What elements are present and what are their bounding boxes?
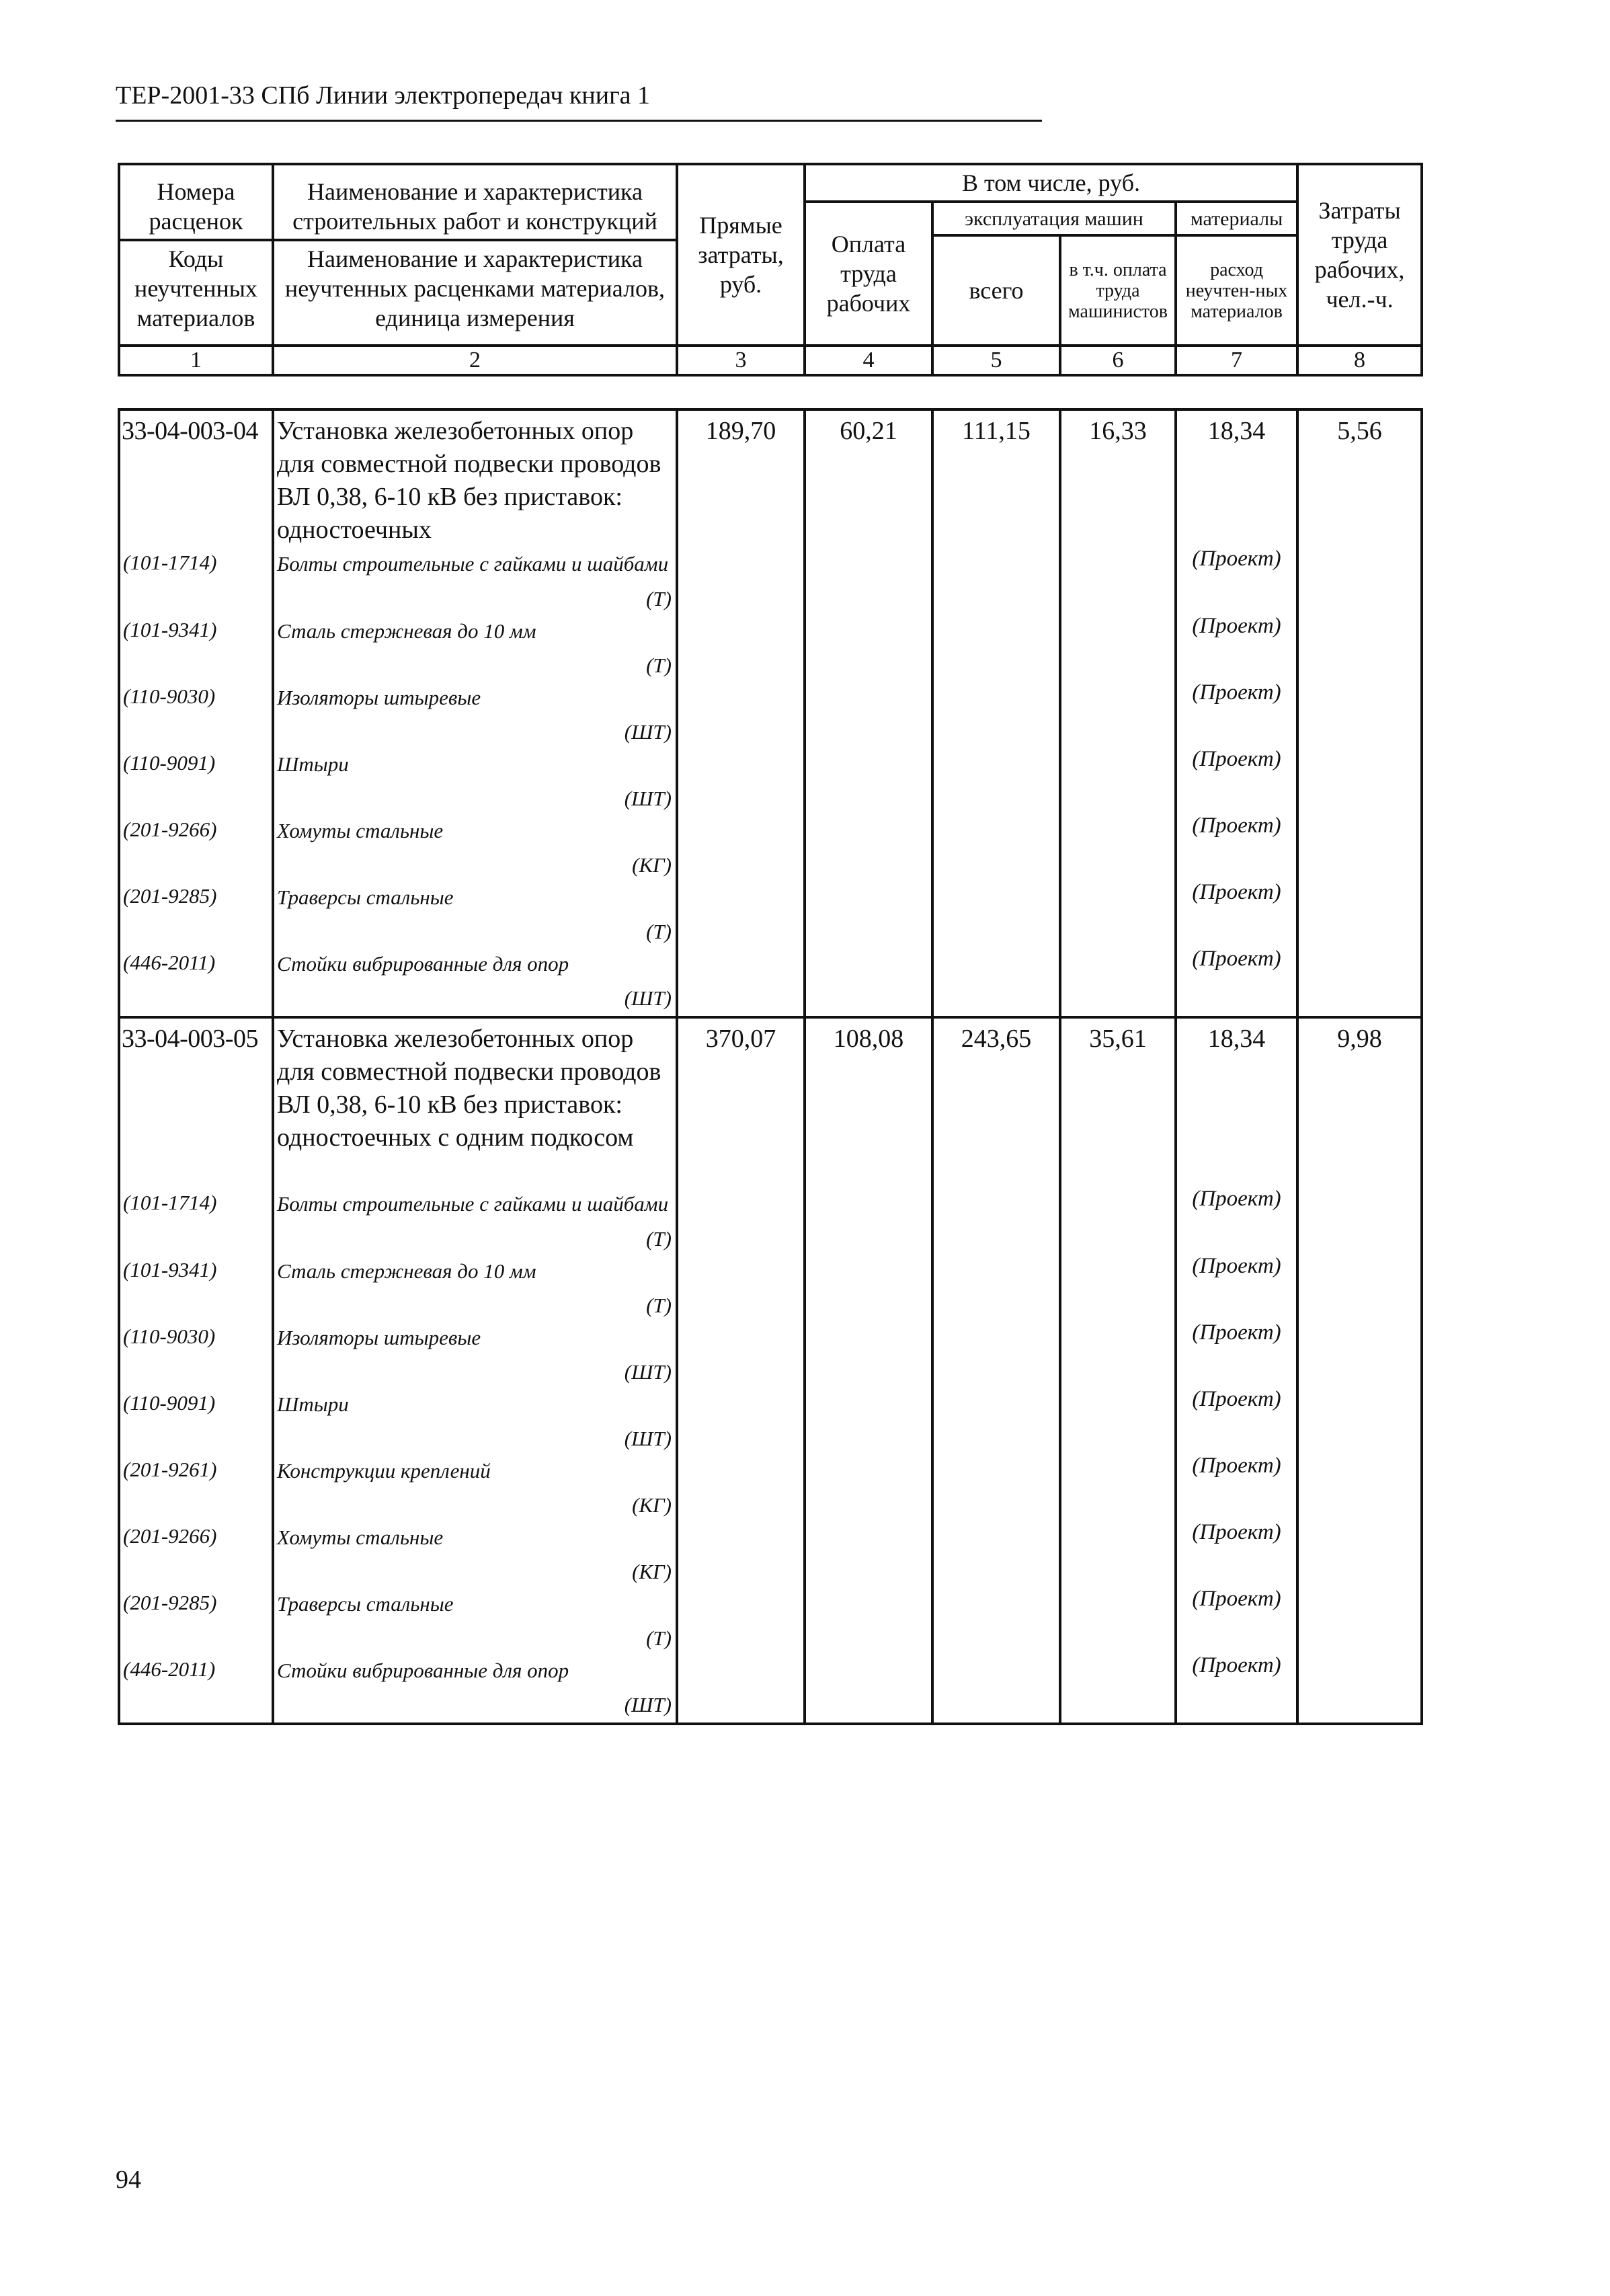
material-note: (Проект) [1192, 1520, 1281, 1544]
material-name: Стойки вибрированные для опор [277, 1659, 569, 1682]
material-note: (Проект) [1192, 1320, 1281, 1345]
material-name: Сталь стержневая до 10 мм [277, 619, 536, 643]
material-code: (101-9341) [123, 618, 217, 641]
col-number: 6 [1060, 346, 1176, 375]
material-code: (110-9030) [123, 684, 216, 708]
material-note: (Проект) [1192, 814, 1281, 838]
table-header [118, 163, 1423, 377]
col-number: 2 [273, 346, 677, 375]
material-name: Траверсы стальные [277, 1592, 454, 1616]
material-name: Стойки вибрированные для опор [277, 952, 569, 976]
material-unit: (КГ) [632, 1493, 672, 1517]
material-code: (110-9030) [123, 1324, 216, 1348]
material-code: (110-9091) [123, 751, 216, 775]
material-code: (101-1714) [123, 551, 217, 574]
rates-table [118, 408, 1423, 1725]
material-unit: (ШТ) [624, 1427, 672, 1450]
material-code: (201-9285) [123, 1591, 217, 1614]
machines-header: эксплуатация машин [932, 202, 1176, 235]
material-code: (201-9266) [123, 1524, 217, 1548]
rate-code: 33-04-003-05 [122, 1025, 258, 1053]
material-note: (Проект) [1192, 880, 1281, 904]
material-name: Траверсы стальные [277, 885, 454, 909]
material-name: Болты строительные с гайками и шайбами [277, 552, 669, 576]
machinist-pay: 16,33 [1060, 409, 1176, 1017]
material-name: Хомуты стальные [277, 819, 444, 842]
group-header: В том числе, руб. [805, 164, 1297, 202]
machines-total: 111,15 [932, 409, 1060, 1017]
col1-header-top: Номера расценок [120, 177, 272, 241]
running-title: ТЕР-2001-33 СПб Линии электропередач книга 1 [116, 81, 651, 110]
machinist-pay: 35,61 [1060, 1017, 1176, 1724]
material-unit: (Т) [646, 1227, 672, 1251]
material-unit: (КГ) [632, 853, 672, 877]
material-unit: (Т) [646, 920, 672, 943]
header-rule [116, 120, 1042, 122]
materials-cost: 18,34 [1207, 417, 1266, 445]
direct-costs: 370,07 [677, 1017, 805, 1724]
material-unit: (КГ) [632, 1560, 672, 1583]
col1-header [119, 164, 273, 346]
labor-hours: 5,56 [1297, 409, 1422, 1017]
materials-header: материалы [1176, 202, 1297, 235]
material-note: (Проект) [1192, 747, 1281, 771]
material-note: (Проект) [1192, 680, 1281, 705]
col-number: 8 [1297, 346, 1422, 375]
material-code: (101-9341) [123, 1258, 217, 1281]
material-note: (Проект) [1192, 1254, 1281, 1278]
col5-header: всего [932, 235, 1060, 346]
col2-header-top: Наименование и характеристика строительных работ и конструкций [274, 177, 676, 241]
worker-pay: 108,08 [805, 1017, 932, 1724]
material-code: (110-9091) [123, 1391, 216, 1415]
material-unit: (Т) [646, 654, 672, 677]
col4-header: Оплата труда рабочих [805, 202, 932, 346]
material-note: (Проект) [1192, 947, 1281, 971]
col3-header: Прямые затраты, руб. [677, 164, 805, 346]
material-name: Болты строительные с гайками и шайбами [277, 1192, 669, 1216]
rate-code: 33-04-003-04 [122, 417, 258, 445]
material-unit: (Т) [646, 1626, 672, 1650]
col-number: 1 [119, 346, 273, 375]
col2-header-bottom: Наименование и характеристика неучтенных расценками материалов, единица измерения [284, 245, 666, 331]
col6-header: в т.ч. оплата труда машинистов [1060, 235, 1176, 346]
labor-hours: 9,98 [1297, 1017, 1422, 1724]
col-number: 5 [932, 346, 1060, 375]
material-unit: (ШТ) [624, 1693, 672, 1716]
col-number: 7 [1176, 346, 1297, 375]
material-note: (Проект) [1192, 1653, 1281, 1677]
material-unit: (Т) [646, 587, 672, 610]
material-name: Штыри [277, 752, 349, 776]
col-number: 3 [677, 346, 805, 375]
col7-header: расход неучтен-ных материалов [1176, 235, 1297, 346]
material-name: Штыри [277, 1392, 349, 1416]
col2-header [273, 164, 677, 346]
material-code: (101-1714) [123, 1191, 217, 1214]
material-note: (Проект) [1192, 1587, 1281, 1611]
col-number: 4 [805, 346, 932, 375]
material-unit: (ШТ) [624, 787, 672, 810]
material-unit: (ШТ) [624, 1360, 672, 1384]
worker-pay: 60,21 [805, 409, 932, 1017]
col8-header: Затраты труда рабочих, чел.-ч. [1297, 164, 1422, 346]
material-note: (Проект) [1192, 1387, 1281, 1411]
material-name: Изоляторы штыревые [277, 686, 481, 709]
material-note: (Проект) [1192, 1454, 1281, 1478]
material-code: (201-9261) [123, 1458, 217, 1481]
rate-title: Установка железобетонных опор для совместной подвески проводов ВЛ 0,38, 6-10 кВ без приставок: одностоечных с одним подкосом [277, 1025, 661, 1152]
material-unit: (Т) [646, 1294, 672, 1317]
table-row [119, 1017, 1422, 1724]
col1-header-bottom: Коды неучтенных материалов [134, 245, 257, 331]
material-note: (Проект) [1192, 547, 1281, 571]
table-row [119, 409, 1422, 1017]
material-note: (Проект) [1192, 614, 1281, 638]
material-unit: (ШТ) [624, 720, 672, 744]
machines-total: 243,65 [932, 1017, 1060, 1724]
material-code: (201-9285) [123, 884, 217, 908]
direct-costs: 189,70 [677, 409, 805, 1017]
material-name: Конструкции креплений [277, 1459, 491, 1482]
rate-title: Установка железобетонных опор для совместной подвески проводов ВЛ 0,38, 6-10 кВ без приставок: одностоечных [277, 417, 661, 544]
material-name: Изоляторы штыревые [277, 1326, 481, 1349]
material-name: Хомуты стальные [277, 1526, 444, 1549]
material-code: (446-2011) [123, 951, 216, 974]
page-number: 94 [116, 2166, 141, 2194]
material-unit: (ШТ) [624, 986, 672, 1010]
materials-cost: 18,34 [1207, 1025, 1266, 1053]
material-code: (446-2011) [123, 1657, 216, 1681]
material-code: (201-9266) [123, 818, 217, 841]
material-note: (Проект) [1192, 1187, 1281, 1211]
material-name: Сталь стержневая до 10 мм [277, 1259, 536, 1283]
